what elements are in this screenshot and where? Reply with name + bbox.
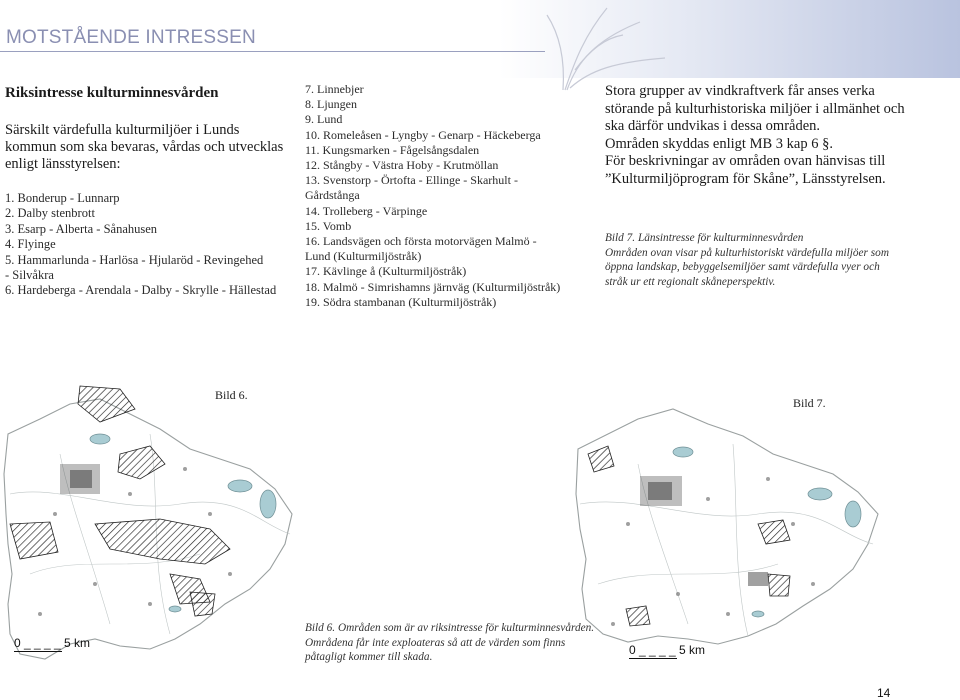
list-item: 8. Ljungen xyxy=(305,97,357,112)
list-item: - Silvåkra xyxy=(5,268,54,283)
list-item: 7. Linnebjer xyxy=(305,82,364,96)
page-section-title: MOTSTÅENDE INTRESSEN xyxy=(6,27,256,48)
list-item: 2. Dalby stenbrott xyxy=(5,206,95,221)
scale-bar-bild7: 0 _ _ _ _ 5 km xyxy=(629,643,706,657)
list-item: 1. Bonderup - Lunnarp xyxy=(5,191,120,205)
list-item: 9. Lund xyxy=(305,112,343,127)
intro-paragraph: Särskilt värdefulla kulturmiljöer i Lunds kommun som ska bevaras, vårdas och utvecklas enligt länsstyrelsen: xyxy=(5,122,284,172)
figure-caption-bild7 xyxy=(605,231,905,289)
body-paragraph: Stora grupper av vindkraftverk får anses verka störande på kulturhistoriska miljöer i allmänhet och ska därför undvikas i dessa områden. xyxy=(605,83,905,135)
list-item: Gårdstånga xyxy=(305,188,360,203)
body-paragraph: Områden skyddas enligt MB 3 kap 6 §. xyxy=(605,135,833,152)
map-bild-7 xyxy=(568,374,898,674)
column-national-interest xyxy=(5,82,285,299)
list-item: 11. Kungsmarken - Fågelsångsdalen xyxy=(305,142,480,157)
section-heading: Riksintresse kulturminnesvården xyxy=(5,85,219,101)
scale-bar-bild6: 0 _ _ _ _ 5 km xyxy=(14,636,91,650)
figure-label-bild7: Bild 7. xyxy=(793,396,826,410)
list-item: Lund (Kulturmiljöstråk) xyxy=(305,249,422,264)
list-item: 5. Hammarlunda - Harlösa - Hjularöd - Revingehed xyxy=(5,252,264,267)
urban-area-lund xyxy=(60,464,100,494)
list-item: 13. Svenstorp - Örtofta - Ellinge - Skarhult - xyxy=(305,173,518,188)
list-item: 3. Esarp - Alberta - Sånahusen xyxy=(5,221,158,236)
municipality-outline xyxy=(576,409,878,644)
body-paragraph: För beskrivningar av områden ovan hänvisas till ”Kulturmiljöprogram för Skåne”, Länsstyrelsen. xyxy=(605,153,886,187)
column-description xyxy=(605,83,905,189)
grass-ornament-icon xyxy=(545,0,675,92)
list-item: 19. Södra stambanan (Kulturmiljöstråk) xyxy=(305,294,497,309)
list-item: 18. Malmö - Simrishamns järnväg (Kulturmiljöstråk) xyxy=(305,279,561,294)
list-item: 4. Flyinge xyxy=(5,237,56,252)
scale-bar-line xyxy=(14,651,62,652)
page-number: 14 xyxy=(877,686,891,700)
column-area-list-2 xyxy=(305,82,573,310)
list-item: 17. Kävlinge å (Kulturmiljöstråk) xyxy=(305,264,467,279)
list-item: 6. Hardeberga - Arendala - Dalby - Skrylle - Hällestad xyxy=(5,283,277,298)
list-item: 16. Landsvägen och första motorvägen Malmö - xyxy=(305,234,537,249)
caption-text: Bild 7. Länsintresse för kulturminnesvården Områden ovan visar på kulturhistoriskt värdefulla miljöer som öppna landskap, bebyggelsemiljöer samt värdefulla vyer och stråk ur ett regionalt skåneperspektiv. xyxy=(605,232,889,288)
list-item: 12. Stångby - Västra Hoby - Krutmöllan xyxy=(305,158,499,173)
list-item: 15. Vomb xyxy=(305,218,352,233)
area-list-1 xyxy=(5,191,285,299)
list-item: 14. Trolleberg - Värpinge xyxy=(305,203,428,218)
scale-bar-line xyxy=(629,658,677,659)
figure-caption-bild6: Bild 6. Områden som är av riksintresse för kulturminnesvården. Områdena får inte exploateras så att de värden som finns påtagligt kommer till skada. xyxy=(305,622,595,664)
figure-label-bild6: Bild 6. xyxy=(215,388,248,402)
list-item: 10. Romeleåsen - Lyngby - Genarp - Häckeberga xyxy=(305,127,541,142)
header-divider xyxy=(0,51,545,52)
